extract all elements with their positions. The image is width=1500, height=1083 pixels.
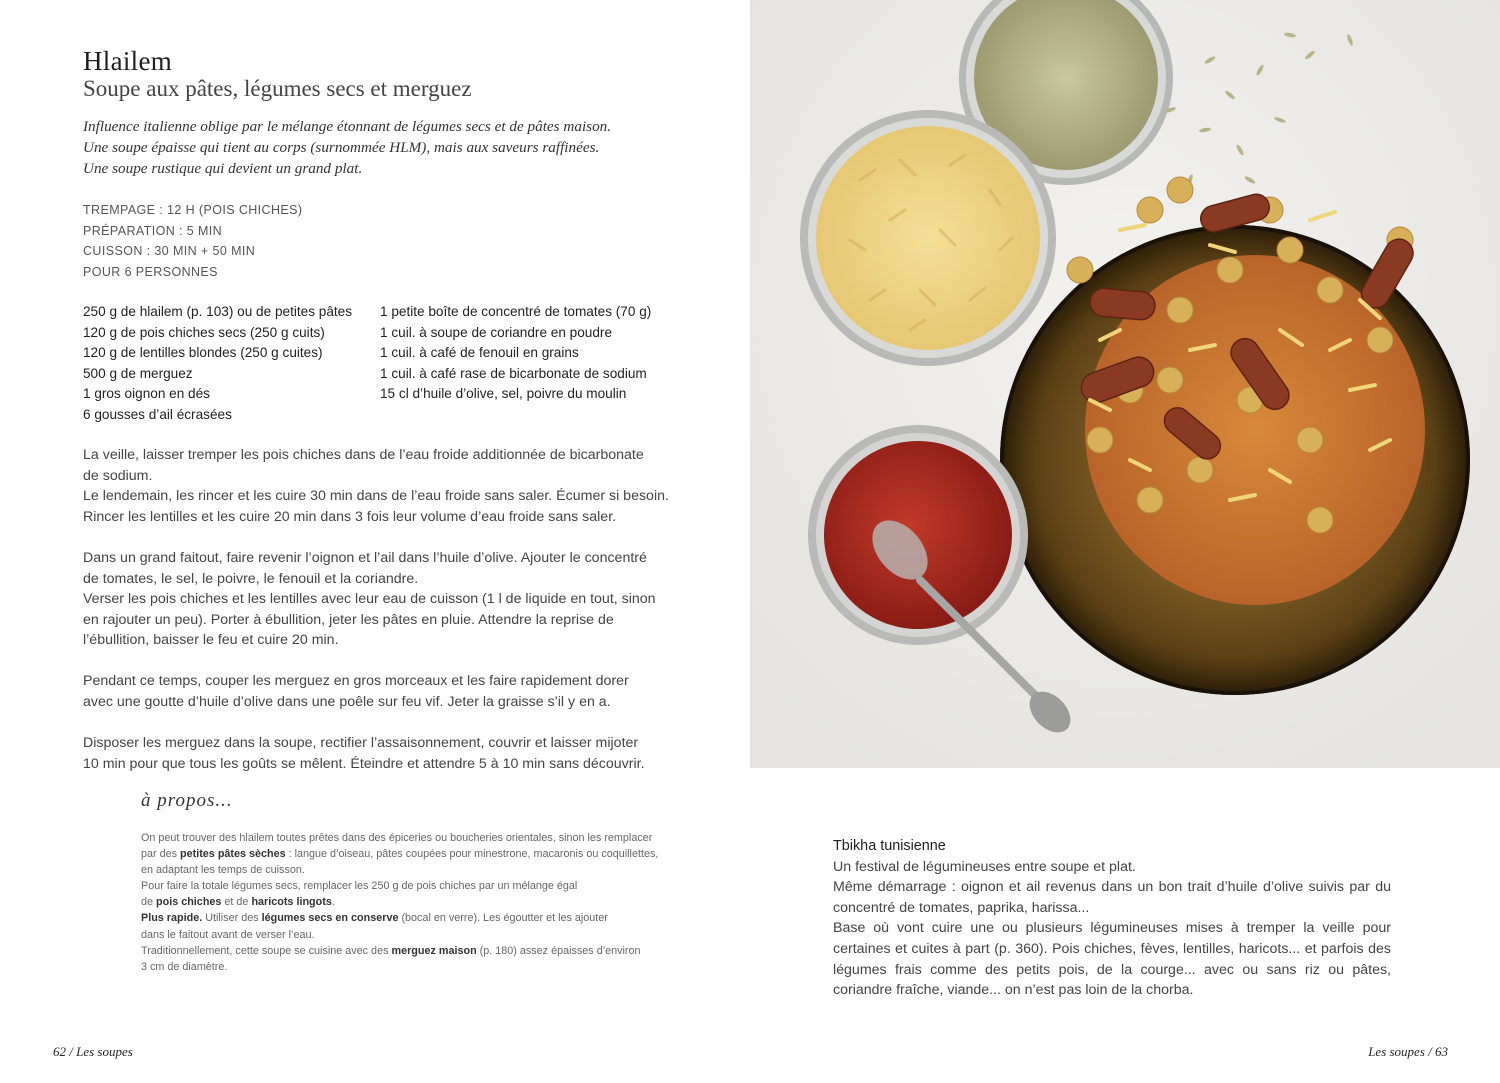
method-step-4 [83,733,683,774]
method-step-2 [83,548,683,651]
ingredient-item: 120 g de pois chiches secs (250 g cuits) [83,324,325,340]
apropos-notes [141,830,681,975]
ingredient-column-1 [83,302,380,426]
emphasis-text: légumes secs en conserve [261,912,399,925]
apropos-line [141,943,681,959]
recipe-title: Hlailem [83,46,173,76]
ingredient-item: 250 g de hlailem (p. 103) ou de petites pâtes [83,304,353,319]
ingredient-item: 1 petite boîte de concentré de tomates (70 g) [380,304,652,319]
apropos-line [141,894,681,910]
ingredient-item: 15 cl d’huile d’olive, sel, poivre du moulin [380,386,627,402]
note-text: (bocal en verre). Les égoutter et les ajouter [398,912,608,925]
ingredient-item: 1 cuil. à café rase de bicarbonate de sodium [380,365,647,381]
ingredient-item: 1 gros oignon en dés [83,386,210,402]
variation-line: Un festival de légumineuses entre soupe et plat. [833,858,1136,875]
meta-preparation: PRÉPARATION : 5 MIN [83,223,223,238]
dish-photo-illustration [750,0,1500,768]
step-line: Verser les pois chiches et les lentilles avec leur eau de cuisson (1 l de liquide en tout, sinon [83,591,656,608]
note-text: de [141,896,157,909]
emphasis-text: petites pâtes sèches [180,848,286,861]
recipe-meta [83,200,302,282]
meta-servings: POUR 6 PERSONNES [83,264,218,279]
step-line: l’ébullition, baisser le feu et cuire 20 min. [83,632,339,649]
step-line: Disposer les merguez dans la soupe, rectifier l’assaisonnement, couvrir et laisser mijoter [83,735,639,751]
method-step-1 [83,445,683,527]
note-text: en adaptant les temps de cuisson. [141,864,305,877]
emphasis-text: pois chiches [156,896,222,909]
note-text: On peut trouver des hlailem toutes prêtes dans des épiceries ou boucheries orientales, sinon les remplacer [141,832,653,844]
apropos-line [141,878,681,894]
note-text: Utiliser des [202,912,262,925]
note-text: dans le faitout avant de verser l’eau. [141,928,315,941]
step-line: Dans un grand faitout, faire revenir l’oignon et l’ail dans l’huile d’olive. Ajouter le concentré [83,550,647,566]
ingredient-item: 1 cuil. à soupe de coriandre en poudre [380,324,613,340]
method-step-3 [83,671,683,712]
emphasis-text: Plus rapide. [141,912,203,925]
note-text: Traditionnellement, cette soupe se cuisine avec des [141,944,392,957]
apropos-line [141,830,681,846]
step-line: Pendant ce temps, couper les merguez en gros morceaux et les faire rapidement dorer [83,673,629,689]
apropos-heading: à propos... [141,790,233,811]
note-text: et de [221,896,252,909]
step-line: de sodium. [83,467,153,484]
variation-sidebar [833,836,1391,1001]
note-text: Pour faire la totale légumes secs, remplacer les 250 g de pois chiches par un mélange égal [141,880,578,893]
emphasis-text: haricots lingots [251,896,332,909]
step-line: de tomates, le sel, le poivre, le fenouil et la coriandre. [83,570,419,587]
apropos-line [141,846,681,862]
note-text: 3 cm de diamètre. [141,960,228,973]
ingredient-column-2 [380,302,651,426]
note-text: (p. 180) assez épaisses d’environ [476,944,641,957]
ingredient-item: 6 gousses d’ail écrasées [83,406,232,422]
meta-cooking: CUISSON : 30 MIN + 50 MIN [83,244,256,258]
apropos-line [141,862,681,878]
note-text: : langue d’oiseau, pâtes coupées pour minestrone, macaronis ou coquillettes, [285,848,659,861]
step-line: avec une goutte d’huile d’olive dans une poêle sur feu vif. Jeter la graisse s’il y en a. [83,693,611,710]
step-line: La veille, laisser tremper les pois chiches dans de l’eau froide additionnée de bicarbonate [83,447,644,463]
intro-line: Influence italienne oblige par le mélange étonnant de légumes secs et de pâtes maison. [83,118,612,135]
recipe-intro [83,116,683,179]
meta-soaking: TREMPAGE : 12 H (POIS CHICHES) [83,203,303,217]
page-folio-right: Les soupes / 63 [1368,1044,1448,1059]
intro-line: Une soupe épaisse qui tient au corps (surnommée HLM), mais aux saveurs raffinées. [83,139,600,156]
step-line: en rajouter un peu). Porter à ébullition, jeter les pâtes en pluie. Attendre la reprise de [83,611,614,628]
recipe-subtitle: Soupe aux pâtes, légumes secs et merguez [83,76,472,101]
page-folio-left: 62 / Les soupes [53,1044,133,1059]
variation-title: Tbikha tunisienne [833,838,946,854]
step-line: Le lendemain, les rincer et les cuire 30 min dans de l’eau froide sans saler. Écumer si besoin. [83,488,669,505]
ingredient-list [83,302,651,426]
intro-line: Une soupe rustique qui devient un grand plat. [83,160,363,177]
note-text: . [331,896,335,909]
emphasis-text: merguez maison [391,944,477,957]
step-line: 10 min pour que tous les goûts se mêlent. Éteindre et attendre 5 à 10 min sans découvrir. [83,755,645,772]
ingredient-item: 500 g de merguez [83,365,193,381]
apropos-line [141,959,681,975]
ingredient-item: 120 g de lentilles blondes (250 g cuites) [83,345,323,361]
apropos-line [141,927,681,943]
step-line: Rincer les lentilles et les cuire 20 min dans 3 fois leur volume d’eau froide sans saler. [83,508,617,525]
ingredient-item: 1 cuil. à café de fenouil en grains [380,345,579,361]
dish-photo [750,0,1500,768]
variation-line: Base où vont cuire une ou plusieurs légumineuses mises à tremper la veille pour certaines et cuites à part (p. 360). Pois chiches, fèves, lentilles, haricots... et parfois des légumes frais comme des petits pois, de la courge... avec ou sans riz ou pâtes, coriandre fraîche, viande... on n’est pas loin de la chorba. [833,920,1391,999]
apropos-line [141,910,681,926]
variation-line: Même démarrage : oignon et ail revenus dans un bon trait d’huile d’olive suivis par du concentré de tomates, paprika, harissa... [833,879,1391,916]
note-text: par des [141,848,181,861]
